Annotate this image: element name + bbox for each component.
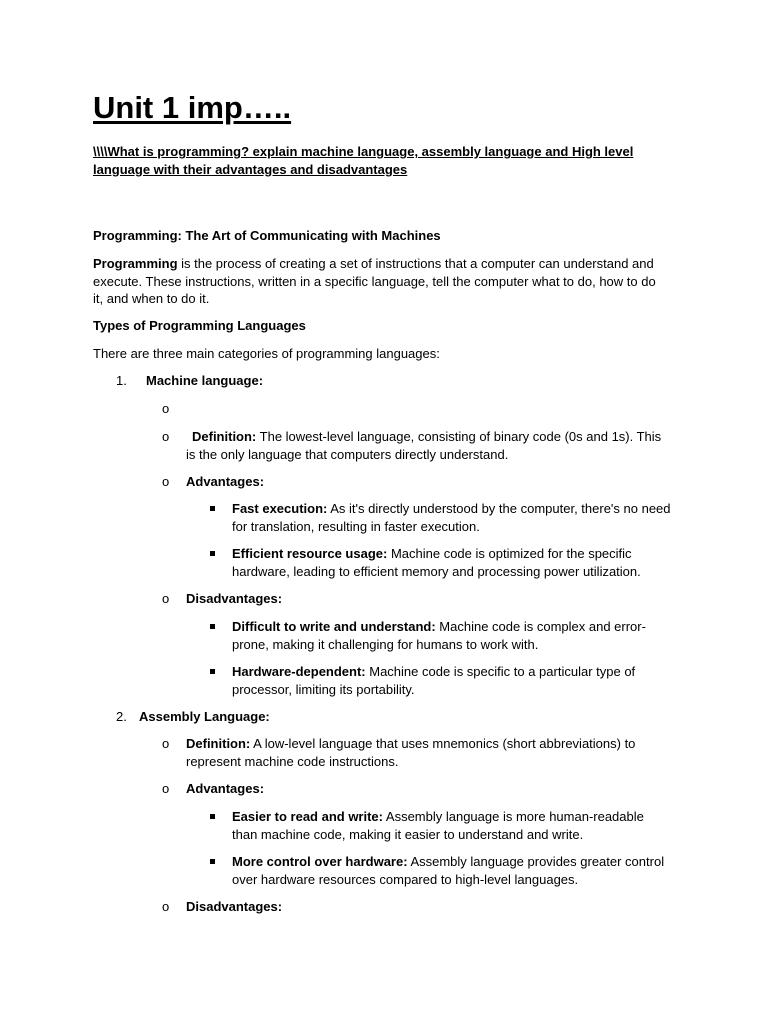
square-bullet [210, 814, 215, 819]
adv-label: Efficient resource usage: [232, 546, 388, 561]
dis-label: Hardware-dependent: [232, 664, 366, 679]
definition-text: A low-level language that uses mnemonics (short abbreviations) to represent machine code instructions. [186, 736, 636, 769]
square-bullet [210, 551, 215, 556]
assembly-adv-1 [232, 808, 672, 843]
adv-label: Easier to read and write: [232, 809, 383, 824]
assembly-advantages-label: Advantages: [186, 781, 265, 796]
list-number-1: 1. [116, 373, 127, 388]
adv-label: More control over hardware: [232, 854, 408, 869]
heading-programming: Programming: The Art of Communicating with Machines [93, 228, 441, 243]
intro-term: Programming [93, 256, 178, 271]
machine-dis-2 [232, 663, 652, 698]
assembly-disadvantages-label: Disadvantages: [186, 899, 283, 914]
heading-types: Types of Programming Languages [93, 318, 306, 333]
machine-adv-1 [232, 500, 674, 535]
adv-text: Assembly language provides greater control over hardware resources compared to high-level languages. [232, 854, 665, 887]
page-title: Unit 1 imp….. [93, 90, 292, 125]
assembly-heading: Assembly Language: [139, 709, 270, 724]
question-text: \\\\What is programming? explain machine language, assembly language and High level language with their advantages and disadvantages [93, 144, 634, 177]
bullet-o: o [162, 736, 170, 751]
square-bullet [210, 859, 215, 864]
square-bullet [210, 506, 215, 511]
machine-disadvantages-label: Disadvantages: [186, 591, 283, 606]
bullet-o: o [162, 591, 170, 606]
bullet-o: o [162, 474, 170, 489]
machine-definition [186, 428, 671, 463]
dis-text: Machine code is complex and error-prone, making it challenging for humans to work with. [232, 619, 646, 652]
dis-label: Difficult to write and understand: [232, 619, 436, 634]
square-bullet [210, 624, 215, 629]
square-bullet [210, 669, 215, 674]
list-number-2: 2. [116, 709, 127, 724]
bullet-o: o [162, 899, 170, 914]
dis-text: Machine code is specific to a particular type of processor, limiting its portability. [232, 664, 636, 697]
definition-text: The lowest-level language, consisting of binary code (0s and 1s). This is the only language that computers directly understand. [186, 429, 662, 462]
adv-text: Assembly language is more human-readable than machine code, making it easier to understand and write. [232, 809, 644, 842]
definition-label: Definition: [186, 736, 251, 751]
adv-text: As it's directly understood by the computer, there's no need for translation, resulting in faster execution. [232, 501, 671, 534]
assembly-adv-2 [232, 853, 672, 888]
bullet-o: o [162, 429, 170, 444]
machine-dis-1 [232, 618, 652, 653]
bullet-o: o [162, 401, 170, 416]
intro-text: is the process of creating a set of instructions that a computer can understand and execute. These instructions, written in a specific language, tell the computer what to do, how to do it, and when to do it. [93, 256, 656, 306]
machine-advantages-label: Advantages: [186, 474, 265, 489]
intro-paragraph [93, 255, 668, 308]
bullet-o: o [162, 781, 170, 796]
machine-adv-2 [232, 545, 662, 580]
assembly-definition [186, 735, 656, 770]
adv-text: Machine code is optimized for the specific hardware, leading to efficient memory and processing power utilization. [232, 546, 641, 579]
definition-label: Definition: [192, 429, 257, 444]
adv-label: Fast execution: [232, 501, 328, 516]
machine-heading: Machine language: [146, 373, 264, 388]
types-intro: There are three main categories of programming languages: [93, 346, 440, 361]
